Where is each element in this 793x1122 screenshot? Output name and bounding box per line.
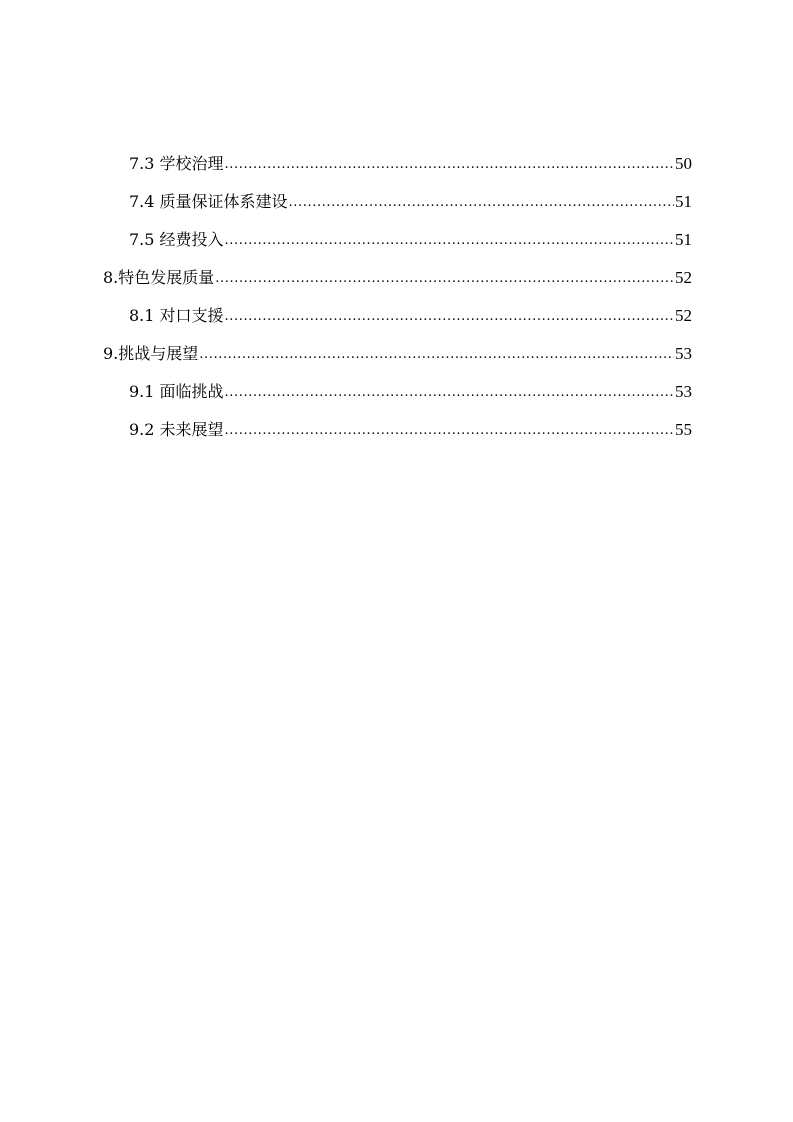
- toc-leader-dots: [225, 423, 674, 439]
- toc-leader-dots: [225, 233, 674, 249]
- toc-entry-7-5[interactable]: [129, 226, 692, 250]
- toc-entry-page: 52: [675, 268, 692, 287]
- toc-leader-dots: [225, 309, 674, 325]
- toc-entry-8[interactable]: [103, 264, 692, 288]
- toc-entry-label: 9.挑战与展望: [103, 344, 199, 363]
- toc-entry-page: 53: [675, 344, 692, 363]
- toc-entry-label: 9.2 未来展望: [129, 420, 224, 439]
- toc-entry-7-4[interactable]: [129, 188, 692, 212]
- toc-entry-page: 53: [675, 382, 692, 401]
- toc-entry-label: 8.特色发展质量: [103, 268, 215, 287]
- toc-entry-label: 7.3 学校治理: [129, 154, 224, 173]
- toc-entry-9[interactable]: [103, 340, 692, 364]
- toc-entry-8-1[interactable]: [129, 302, 692, 326]
- toc-entry-9-2[interactable]: [129, 416, 692, 440]
- toc-leader-dots: [289, 195, 674, 211]
- toc-leader-dots: [215, 271, 674, 287]
- toc-entry-page: 50: [675, 154, 692, 173]
- toc-entry-9-1[interactable]: [129, 378, 692, 402]
- toc-entry-page: 51: [675, 192, 692, 211]
- toc-entry-page: 51: [675, 230, 692, 249]
- toc-entry-label: 8.1 对口支援: [129, 306, 224, 325]
- toc-entry-page: 52: [675, 306, 692, 325]
- toc-leader-dots: [225, 385, 674, 401]
- toc-entry-label: 7.4 质量保证体系建设: [129, 192, 288, 211]
- toc-leader-dots: [225, 157, 674, 173]
- toc-entry-label: 7.5 经费投入: [129, 230, 224, 249]
- toc-entry-7-3[interactable]: [129, 150, 692, 174]
- toc-entry-label: 9.1 面临挑战: [129, 382, 224, 401]
- toc-leader-dots: [199, 347, 674, 363]
- toc-entry-page: 55: [675, 420, 692, 439]
